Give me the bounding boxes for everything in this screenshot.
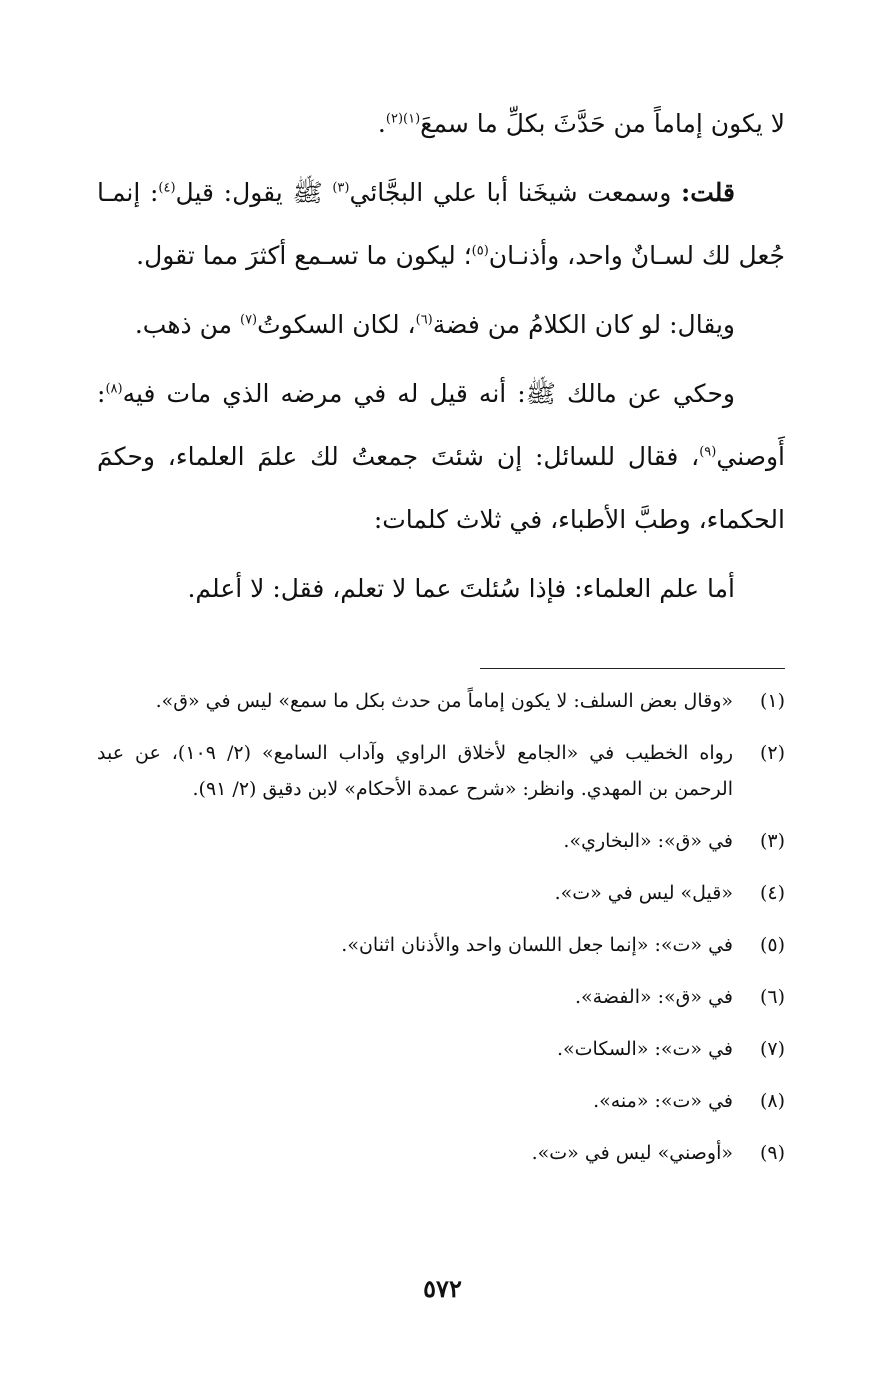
paragraph-4-text-2: : أَوصني [97,379,785,471]
paragraph-4-text-1: وحكي عن مالك ﷺ: أنه قيل له في مرضه الذي مات فيه [122,379,735,408]
paragraph-2 [97,161,785,287]
paragraph-2-text-1: وسمعت شيخَنا أبا علي البجَّائي [349,178,681,207]
footnote-number: (٣) [759,830,785,852]
paragraph-2-text-2: ﷺ يقول: قيل [175,178,333,207]
footnote-ref[interactable]: (٦) [415,312,433,328]
paragraph-4-text-3: ، فقال للسائل: إن شئتَ جمعتُ لك علمَ العلماء، وحكمَ الحكماء، وطبَّ الأطباء، في ثلاث كلمات: [97,442,785,534]
footnote-item [97,1083,785,1119]
paragraph-1-text: لا يكون إماماً من حَدَّثَ بكلِّ ما سمعَ [420,109,785,138]
footnotes [97,683,785,1187]
footnote-ref[interactable]: (١)(٢) [385,111,421,127]
footnote-text: رواه الخطيب في «الجامع لأخلاق الراوي وآداب السامع» (٢/ ١٠٩)، عن عبد الرحمن بن المهدي. وانظر: «شرح عمدة الأحكام» لابن دقيق (٢/ ٩١). [97,742,733,800]
paragraph-3 [97,293,785,356]
footnote-item [97,683,785,719]
footnote-item [97,1135,785,1171]
footnote-item [97,823,785,859]
footnote-number: (٥) [759,934,785,956]
footnote-number: (٤) [759,882,785,904]
footnote-text: «أوصني» ليس في «ت». [531,1142,733,1164]
footnote-number: (١) [759,690,785,712]
footnote-text: «وقال بعض السلف: لا يكون إماماً من حدث بكل ما سمع» ليس في «ق». [155,690,733,712]
footnote-number: (٦) [759,986,785,1008]
paragraph-3-text-3: من ذهب. [134,310,240,339]
footnote-number: (٩) [759,1142,785,1164]
paragraph-1-end: . [377,109,386,138]
footnote-text: في «ق»: «الفضة». [574,986,733,1008]
footnote-number: (٧) [759,1038,785,1060]
main-text [97,92,785,620]
footnote-ref[interactable]: (٥) [471,243,489,259]
page-number: ٥٧٢ [423,1274,462,1303]
footnote-item [97,979,785,1015]
paragraph-2-text-3: : إنمـا جُعل لك لسـانٌ واحد، وأذنـان [97,178,785,270]
footnote-separator [480,668,785,669]
paragraph-2-text-4: ؛ ليكون ما تسـمع أكثرَ مما تقول. [136,241,472,270]
paragraph-2-lead: قلت: [680,178,735,207]
footnote-text: في «ت»: «إنما جعل اللسان واحد والأذنان اثنان». [341,934,733,956]
paragraph-4 [97,362,785,551]
paragraph-3-text-2: ، لكان السكوتُ [257,310,416,339]
footnote-number: (٢) [759,742,785,764]
footnote-ref[interactable]: (٤) [158,180,176,196]
footnote-item [97,875,785,911]
paragraph-3-text-1: ويقال: لو كان الكلامُ من فضة [432,310,735,339]
footnote-text: «قيل» ليس في «ت». [554,882,733,904]
footnote-text: في «ت»: «السكات». [556,1038,733,1060]
paragraph-5 [97,557,785,620]
footnote-text: في «ت»: «منه». [593,1090,733,1112]
footnote-item [97,927,785,963]
footnote-ref[interactable]: (٣) [332,180,350,196]
footnote-text: في «ق»: «البخاري». [563,830,733,852]
footnote-item [97,735,785,807]
paragraph-1 [97,92,785,155]
footnote-ref[interactable]: (٩) [699,444,717,460]
paragraph-5-text: أما علم العلماء: فإذا سُئلتَ عما لا تعلم، فقل: لا أعلم. [187,574,735,603]
footnote-ref[interactable]: (٧) [239,312,258,328]
footnote-item [97,1031,785,1067]
footnote-ref[interactable]: (٨) [105,381,123,397]
footnote-number: (٨) [759,1090,785,1112]
